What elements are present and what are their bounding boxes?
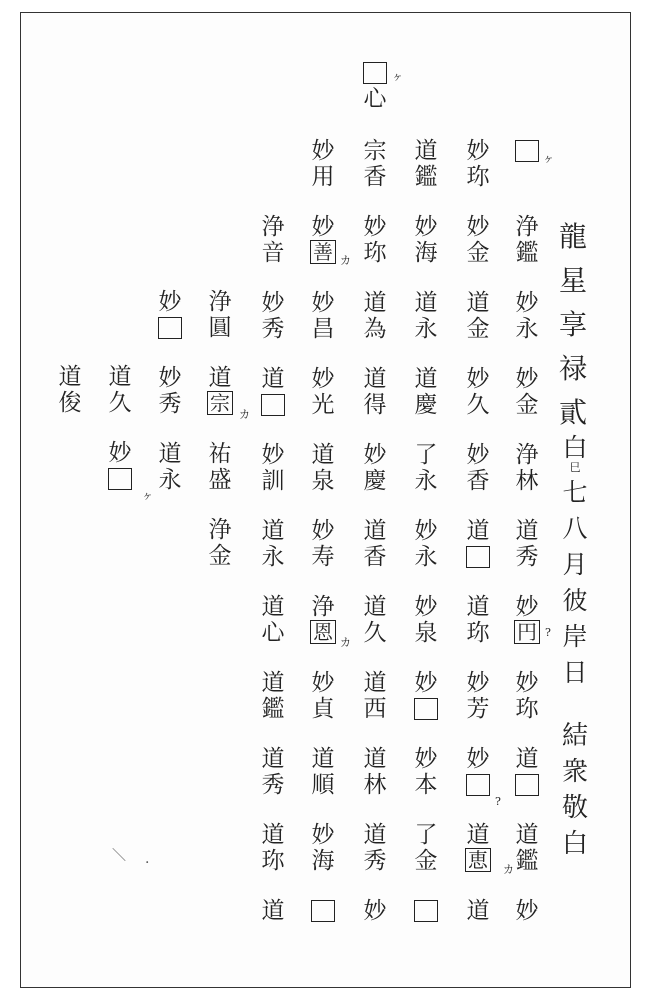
name-entry bbox=[105, 364, 135, 440]
date-char: 彼 bbox=[562, 586, 588, 615]
annotation-mark: ? bbox=[495, 795, 501, 808]
name-entry bbox=[411, 366, 441, 442]
name-char: 用 bbox=[311, 164, 335, 190]
blank-box bbox=[466, 774, 490, 796]
name-char: 為 bbox=[363, 316, 387, 342]
name-char: 道 bbox=[363, 822, 387, 848]
blank-box bbox=[515, 140, 539, 162]
name-char: 浄 bbox=[515, 214, 539, 240]
name-entry bbox=[463, 214, 493, 290]
name-char: 永 bbox=[158, 467, 182, 493]
name-entry bbox=[360, 138, 390, 214]
name-char: 金 bbox=[208, 543, 232, 569]
name-entry bbox=[512, 670, 542, 746]
name-char: 妙 bbox=[311, 822, 335, 848]
title-char: 享 bbox=[558, 308, 587, 341]
name-char: 妙 bbox=[466, 138, 490, 164]
name-entry bbox=[258, 290, 288, 366]
name-char: 林 bbox=[515, 468, 539, 494]
name-char: 妙 bbox=[414, 214, 438, 240]
name-char: 恵 bbox=[465, 848, 491, 872]
name-char: 道 bbox=[466, 822, 490, 848]
name-entry bbox=[463, 898, 493, 974]
name-char: 了 bbox=[414, 442, 438, 468]
name-entry bbox=[411, 746, 441, 822]
name-char: 秀 bbox=[363, 848, 387, 874]
name-char: 道 bbox=[311, 442, 335, 468]
name-char: 道 bbox=[363, 746, 387, 772]
name-entry bbox=[105, 440, 135, 516]
name-char: 金 bbox=[466, 316, 490, 342]
name-char: 音 bbox=[261, 240, 285, 266]
name-entry bbox=[512, 138, 542, 214]
name-entry bbox=[360, 594, 390, 670]
name-char: 妙 bbox=[515, 290, 539, 316]
name-char: 祐 bbox=[208, 441, 232, 467]
name-entry bbox=[258, 594, 288, 670]
stray-mark: ＼ bbox=[112, 848, 126, 864]
name-char: 香 bbox=[363, 164, 387, 190]
name-entry bbox=[258, 442, 288, 518]
date-column bbox=[560, 435, 590, 691]
name-column-6 bbox=[258, 214, 288, 974]
name-char: 盛 bbox=[208, 467, 232, 493]
name-entry bbox=[308, 898, 338, 974]
name-entry bbox=[463, 822, 493, 898]
closing-char: 白 bbox=[561, 829, 588, 859]
name-char: 道 bbox=[108, 364, 132, 390]
name-entry bbox=[155, 365, 185, 441]
name-char: 海 bbox=[311, 848, 335, 874]
name-entry bbox=[411, 898, 441, 974]
name-entry bbox=[360, 442, 390, 518]
name-entry bbox=[360, 214, 390, 290]
name-char: 道 bbox=[363, 594, 387, 620]
name-column-2 bbox=[463, 138, 493, 974]
name-char: 貞 bbox=[311, 696, 335, 722]
name-entry bbox=[360, 60, 390, 136]
closing-char: 衆 bbox=[561, 757, 588, 787]
name-char: 心 bbox=[363, 86, 387, 112]
name-char: 永 bbox=[414, 544, 438, 570]
annotation-mark: ヶ bbox=[392, 70, 403, 83]
title-char: 龍 bbox=[558, 220, 587, 253]
name-entry bbox=[155, 289, 185, 365]
name-char: 久 bbox=[108, 390, 132, 416]
name-char: 恩 bbox=[310, 620, 336, 644]
name-entry bbox=[463, 594, 493, 670]
name-char: 妙 bbox=[108, 440, 132, 466]
name-entry bbox=[512, 366, 542, 442]
name-char: 圓 bbox=[208, 315, 232, 341]
name-char: 了 bbox=[414, 822, 438, 848]
name-char: 浄 bbox=[311, 594, 335, 620]
name-char: 鑑 bbox=[515, 848, 539, 874]
blank-box bbox=[363, 62, 387, 84]
name-char: 訓 bbox=[261, 468, 285, 494]
name-entry bbox=[512, 594, 542, 670]
name-char: 秀 bbox=[261, 316, 285, 342]
closing-char: 敬 bbox=[561, 793, 588, 823]
name-entry bbox=[360, 670, 390, 746]
name-entry bbox=[512, 898, 542, 974]
name-entry bbox=[463, 746, 493, 822]
name-char: 妙 bbox=[261, 290, 285, 316]
name-char: 得 bbox=[363, 392, 387, 418]
date-note: 巳 bbox=[569, 461, 581, 474]
name-entry bbox=[512, 822, 542, 898]
blank-box bbox=[108, 468, 132, 490]
annotation-mark: ヶ bbox=[142, 489, 153, 502]
annotation-mark: ヶ bbox=[543, 152, 554, 165]
name-char: 妙 bbox=[311, 366, 335, 392]
name-entry bbox=[308, 594, 338, 670]
annotation-mark: カ bbox=[340, 636, 351, 649]
name-char: 光 bbox=[311, 392, 335, 418]
name-entry bbox=[360, 366, 390, 442]
name-entry bbox=[411, 594, 441, 670]
name-entry bbox=[258, 518, 288, 594]
blank-box bbox=[414, 698, 438, 720]
name-char: 芳 bbox=[466, 696, 490, 722]
name-entry bbox=[411, 518, 441, 594]
name-char: 道 bbox=[363, 290, 387, 316]
date-char: 七 bbox=[562, 478, 588, 507]
name-entry bbox=[411, 290, 441, 366]
name-entry bbox=[463, 442, 493, 518]
name-char: 道 bbox=[515, 518, 539, 544]
name-char: 鑑 bbox=[261, 696, 285, 722]
name-entry bbox=[308, 442, 338, 518]
name-entry bbox=[411, 442, 441, 518]
name-char: 道 bbox=[261, 746, 285, 772]
name-char: 道 bbox=[466, 290, 490, 316]
name-char: 妙 bbox=[466, 366, 490, 392]
blank-box bbox=[158, 317, 182, 339]
name-char: 珎 bbox=[261, 848, 285, 874]
name-char: 道 bbox=[261, 670, 285, 696]
name-entry bbox=[512, 442, 542, 518]
name-char: 妙 bbox=[414, 746, 438, 772]
name-char: 永 bbox=[414, 316, 438, 342]
date-prefix: 白 bbox=[562, 433, 588, 462]
stray-mark: · bbox=[145, 855, 150, 871]
name-entry bbox=[258, 898, 288, 974]
name-char: 妙 bbox=[311, 670, 335, 696]
name-entry bbox=[55, 364, 85, 440]
name-char: 順 bbox=[311, 772, 335, 798]
name-char: 俊 bbox=[58, 390, 82, 416]
name-column-4 bbox=[360, 138, 390, 974]
title-column bbox=[558, 215, 588, 435]
name-entry bbox=[411, 670, 441, 746]
name-char: 妙 bbox=[466, 746, 490, 772]
name-char: 道 bbox=[515, 746, 539, 772]
name-char: 道 bbox=[261, 518, 285, 544]
name-entry bbox=[258, 366, 288, 442]
name-entry bbox=[512, 518, 542, 594]
name-char: 妙 bbox=[363, 442, 387, 468]
name-entry bbox=[308, 214, 338, 290]
name-char: 道 bbox=[466, 594, 490, 620]
name-entry bbox=[308, 746, 338, 822]
name-column-5 bbox=[308, 138, 338, 974]
name-char: 妙 bbox=[261, 442, 285, 468]
name-entry bbox=[308, 518, 338, 594]
closing-char: 結 bbox=[561, 721, 588, 751]
name-entry bbox=[360, 898, 390, 974]
annotation-mark: カ bbox=[239, 408, 250, 421]
title-char: 貳 bbox=[558, 396, 587, 429]
title-char: 禄 bbox=[558, 352, 587, 385]
name-char: 金 bbox=[515, 392, 539, 418]
name-char bbox=[308, 898, 338, 924]
date-char: 月 bbox=[562, 550, 588, 579]
name-char: 妙 bbox=[158, 289, 182, 315]
date-char: 岸 bbox=[562, 622, 588, 651]
name-entry bbox=[512, 214, 542, 290]
name-char: 道 bbox=[261, 366, 285, 392]
name-entry bbox=[411, 822, 441, 898]
name-char: 泉 bbox=[311, 468, 335, 494]
name-column-11 bbox=[360, 60, 390, 136]
date-char: 八 bbox=[562, 514, 588, 543]
name-column-8 bbox=[155, 289, 185, 517]
name-char bbox=[411, 696, 441, 722]
name-entry bbox=[512, 746, 542, 822]
name-entry bbox=[463, 138, 493, 214]
name-char: 泉 bbox=[414, 620, 438, 646]
name-char: 道 bbox=[466, 898, 490, 924]
name-entry bbox=[411, 138, 441, 214]
name-char: 珎 bbox=[363, 240, 387, 266]
name-char: 金 bbox=[466, 240, 490, 266]
name-char: 久 bbox=[466, 392, 490, 418]
name-char: 道 bbox=[311, 746, 335, 772]
name-char: 妙 bbox=[414, 518, 438, 544]
name-column-10 bbox=[55, 364, 85, 440]
name-char: 昌 bbox=[311, 316, 335, 342]
name-char: 道 bbox=[363, 518, 387, 544]
name-char: 道 bbox=[208, 365, 232, 391]
name-char: 秀 bbox=[515, 544, 539, 570]
name-entry bbox=[258, 746, 288, 822]
name-char: 宗 bbox=[207, 391, 233, 415]
name-char: 道 bbox=[363, 366, 387, 392]
name-char: 妙 bbox=[363, 898, 387, 924]
name-char: 善 bbox=[310, 240, 336, 264]
name-char: 慶 bbox=[363, 468, 387, 494]
name-entry bbox=[360, 518, 390, 594]
name-entry bbox=[360, 822, 390, 898]
annotation-mark: カ bbox=[503, 863, 514, 876]
name-char: 秀 bbox=[158, 391, 182, 417]
name-char: 永 bbox=[261, 544, 285, 570]
name-char: 海 bbox=[414, 240, 438, 266]
name-char: 道 bbox=[363, 670, 387, 696]
name-char bbox=[155, 315, 185, 341]
name-char: 妙 bbox=[466, 670, 490, 696]
name-entry bbox=[308, 670, 338, 746]
name-entry bbox=[258, 822, 288, 898]
name-char: 道 bbox=[414, 366, 438, 392]
name-char: 本 bbox=[414, 772, 438, 798]
name-char bbox=[463, 544, 493, 570]
annotation-mark: カ bbox=[340, 254, 351, 267]
name-char: 珎 bbox=[515, 696, 539, 722]
name-char: 宗 bbox=[363, 138, 387, 164]
blank-box bbox=[466, 546, 490, 568]
name-char: 妙 bbox=[515, 898, 539, 924]
name-entry bbox=[360, 290, 390, 366]
name-entry bbox=[155, 441, 185, 517]
name-char: 珎 bbox=[466, 164, 490, 190]
name-char: 金 bbox=[414, 848, 438, 874]
name-char: 慶 bbox=[414, 392, 438, 418]
name-char bbox=[512, 138, 542, 164]
name-char: 道 bbox=[58, 364, 82, 390]
name-char: 妙 bbox=[466, 442, 490, 468]
blank-box bbox=[515, 774, 539, 796]
name-char bbox=[105, 466, 135, 492]
name-char: 香 bbox=[466, 468, 490, 494]
name-char: 林 bbox=[363, 772, 387, 798]
name-entry bbox=[205, 517, 235, 593]
name-char: 妙 bbox=[515, 594, 539, 620]
name-char: 寿 bbox=[311, 544, 335, 570]
name-column-9 bbox=[105, 364, 135, 516]
name-entry bbox=[308, 290, 338, 366]
name-entry bbox=[463, 518, 493, 594]
name-char: 道 bbox=[466, 518, 490, 544]
name-char: 道 bbox=[158, 441, 182, 467]
name-char: 妙 bbox=[515, 670, 539, 696]
name-char: 妙 bbox=[311, 518, 335, 544]
name-entry bbox=[205, 365, 235, 441]
blank-box bbox=[261, 394, 285, 416]
name-entry bbox=[360, 746, 390, 822]
name-entry bbox=[463, 366, 493, 442]
name-char: 妙 bbox=[311, 138, 335, 164]
name-char: 妙 bbox=[414, 594, 438, 620]
name-char: 永 bbox=[515, 316, 539, 342]
name-char: 道 bbox=[414, 138, 438, 164]
name-entry bbox=[411, 214, 441, 290]
name-entry bbox=[463, 670, 493, 746]
name-char bbox=[411, 898, 441, 924]
name-entry bbox=[463, 290, 493, 366]
name-entry bbox=[205, 441, 235, 517]
name-char: 浄 bbox=[515, 442, 539, 468]
name-char: 珎 bbox=[466, 620, 490, 646]
name-entry bbox=[205, 289, 235, 365]
name-char bbox=[258, 392, 288, 418]
name-char: 久 bbox=[363, 620, 387, 646]
name-char: 浄 bbox=[208, 517, 232, 543]
name-entry bbox=[258, 214, 288, 290]
name-char: 西 bbox=[363, 696, 387, 722]
title-char: 星 bbox=[558, 264, 587, 297]
name-column-3 bbox=[411, 138, 441, 974]
name-entry bbox=[258, 670, 288, 746]
name-entry bbox=[308, 138, 338, 214]
name-char bbox=[360, 60, 390, 86]
name-char bbox=[463, 772, 493, 798]
name-char: 妙 bbox=[363, 214, 387, 240]
date-char: 日 bbox=[562, 658, 588, 687]
name-char: 妙 bbox=[158, 365, 182, 391]
name-char: 妙 bbox=[515, 366, 539, 392]
name-char: 浄 bbox=[261, 214, 285, 240]
name-char: 道 bbox=[261, 822, 285, 848]
name-char: 妙 bbox=[466, 214, 490, 240]
annotation-mark: ? bbox=[545, 626, 551, 639]
name-entry bbox=[308, 822, 338, 898]
name-char: 浄 bbox=[208, 289, 232, 315]
blank-box bbox=[414, 900, 438, 922]
name-entry bbox=[308, 366, 338, 442]
name-column-7 bbox=[205, 289, 235, 593]
name-char: 道 bbox=[515, 822, 539, 848]
name-char: 妙 bbox=[414, 670, 438, 696]
name-char: 鑑 bbox=[515, 240, 539, 266]
name-char: 円 bbox=[514, 620, 540, 644]
name-char: 永 bbox=[414, 468, 438, 494]
name-char: 道 bbox=[414, 290, 438, 316]
blank-box bbox=[311, 900, 335, 922]
name-char: 道 bbox=[261, 898, 285, 924]
name-char: 鑑 bbox=[414, 164, 438, 190]
name-char: 道 bbox=[261, 594, 285, 620]
name-char: 心 bbox=[261, 620, 285, 646]
name-entry bbox=[512, 290, 542, 366]
name-char bbox=[512, 772, 542, 798]
name-char: 妙 bbox=[311, 290, 335, 316]
name-char: 秀 bbox=[261, 772, 285, 798]
name-char: 香 bbox=[363, 544, 387, 570]
name-column-1 bbox=[512, 138, 542, 974]
name-char: 妙 bbox=[311, 214, 335, 240]
closing-column bbox=[560, 718, 590, 862]
